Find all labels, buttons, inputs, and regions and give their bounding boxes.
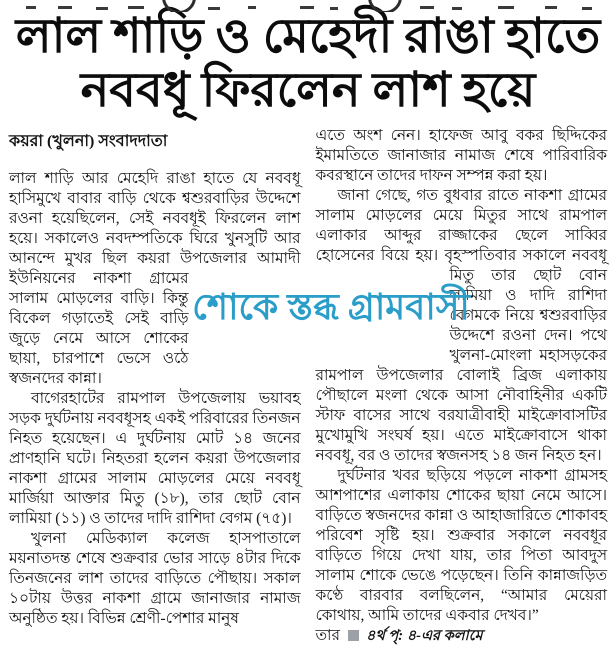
glyph-fragment [300,6,314,9]
article-headline [8,10,608,118]
paragraph-1 [9,169,301,389]
jump-marker-icon [348,630,359,641]
cropped-previous-line-fragments [0,0,616,12]
continuation-line [316,626,608,646]
glyph-fragment [26,6,36,9]
glyph-fragment [208,7,220,10]
paragraph-1-text-a: লাল শাড়ি আর মেহেদি রাঙা হাতে যে নববধূ হাসিমুখে বাবার বাড়ি থেকে শ্বশুরবাড়ির উদ্দেশে রওনা হয়েছিলেন, সেই নববধূই ফিরলেন লাশ হয়ে। সকালেও নবদম্পতিকে ঘিরে খুনসুটি আর আনন্দে মুখর ছিল কয়রা উপজেলার আমাদী [9,170,301,267]
continuation-note: ৪র্থ পৃ: ৪-এর কলামে [365,628,483,644]
glyph-fragment [545,6,557,9]
continuation-prefix: তার [315,627,340,644]
glyph-fragment [248,6,256,9]
glyph-fragment [498,6,514,9]
glyph-fragment [162,0,196,12]
left-column [9,126,301,646]
glyph-fragment [368,0,402,12]
glyph-fragment [58,6,72,9]
right-column [316,126,608,646]
headline-line-2: নববধূ ফিরলেন লাশ হয়ে [80,64,536,117]
paragraph-4-text-a: জানা গেছে, গত বুধবার রাতে নাকশা গ্রামের সালাম মোড়লের মেয়ে মিতুর সাথে রামপাল এলাকার আব্দুর রাজ্জাকের ছেলে সাব্বির হোসেনের বিয়ে হয়। বৃহস্পতিবার সকালে নববধূ [315,187,607,264]
article-body [0,122,616,646]
headline-line-1: লাল শাড়ি ও মেহেদী রাঙা হাতে [15,10,601,63]
paragraph-1-text-b: ইউনিয়নের নাকশা গ্রামের সালাম মোড়লের বাড়ি। কিন্তু বিকেল গড়াতেই সেই বাড়ি জুড়ে নেমে আসে শোকের ছায়া, চারপাশে ভেসে ওঠে স্বজনদের কান্না। [9,270,189,387]
glyph-fragment [452,7,462,10]
paragraph-2: বাগেরহাটের রামপাল উপজেলায় ভয়াবহ সড়ক দুর্ঘটনায় নববধূসহ একই পরিবারের তিনজন নিহত হয়েছেন। এ দুর্ঘটনায় মোট ১৪ জনের প্রাণহানি ঘটে। নিহতরা হলেন কয়রা উপজেলার নাকশা গ্রামের সালাম মোড়লের মেয়ে নববধূ মার্জিয়া আক্তার মিতু (১৮), তার ছোট বোন লামিয়া (১১) ও তাদের দাদি রাশিদা বেগম (৭৫)। [9,390,301,527]
paragraph-4-text-b: মিতু তার ছোট বোন লামিয়া ও দাদি রাশিদা বেগমকে নিয়ে শ্বশুরবাড়ির উদ্দেশে রওনা দেন। পথে খুলনা-মোংলা মহাসড়কের রামপাল উপজেলার বোলাই ব্রিজ এলাকায় পৌছালে মংলা থেকে আসা নৌবাহিনীর একটি স্টাফ বাসের সাথে বরযাত্রীবাহী মাইক্রোবাসটির মুখোমুখি সংঘর্ষ হয়। এতে মাইক্রোবাসে থাকা নববধূ, বর ও তাদের স্বজনসহ ১৪ জন নিহত হন। [315,267,607,464]
paragraph-3: খুলনা মেডিক্যাল কলেজ হাসপাতালে ময়নাতদন্ত শেষে শুক্রবার ভোর সাড়ে ৪টার দিকে তিনজনের লাশ তাদের বাড়িতে পৌছায়। সকাল ১০টায় উত্তর নাকশা গ্রামে জানাজার নামাজ অনুষ্ঠিত হয়। বিভিন্ন শ্রেণী-পেশার মানুষ [9,530,301,627]
byline: কয়রা (খুলনা) সংবাদদাতা [9,133,168,150]
glyph-fragment [128,6,144,9]
glyph-fragment [420,6,434,9]
inset-headline: শোকে স্তব্ধ গ্রামবাসী [192,287,470,327]
paragraph-3-continued: এতে অংশ নেন। হাফেজ আবু বকর ছিদ্দিকের ইমামতিতে জানাজার নামাজ শেষে পারিবারিক কবরস্থানে তাদের দাফন সম্পন্ন করা হয়। [315,127,607,184]
glyph-fragment [96,7,108,10]
paragraph-5: দুর্ঘটনার খবর ছড়িয়ে পড়লে নাকশা গ্রামসহ আশপাশের এলাকায় শোকের ছায়া নেমে আসে। বাড়িতে স্বজনদের কান্না ও আহাজারিতে শোকাবহ পরিবেশ সৃষ্টি হয়। শুক্রবার সকালে নববধূর বাড়িতে গিয়ে দেখা যায়, তার পিতা আবদুস সালাম শোকে ভেঙে পড়েছেন। তিনি কান্নাজড়িত কণ্ঠে বারবার বলছিলেন, “আমার মেয়েরা কোথায়, আমি তাদের একবার দেখব।” [315,467,607,624]
glyph-fragment [330,7,338,10]
glyph-fragment [582,7,592,10]
